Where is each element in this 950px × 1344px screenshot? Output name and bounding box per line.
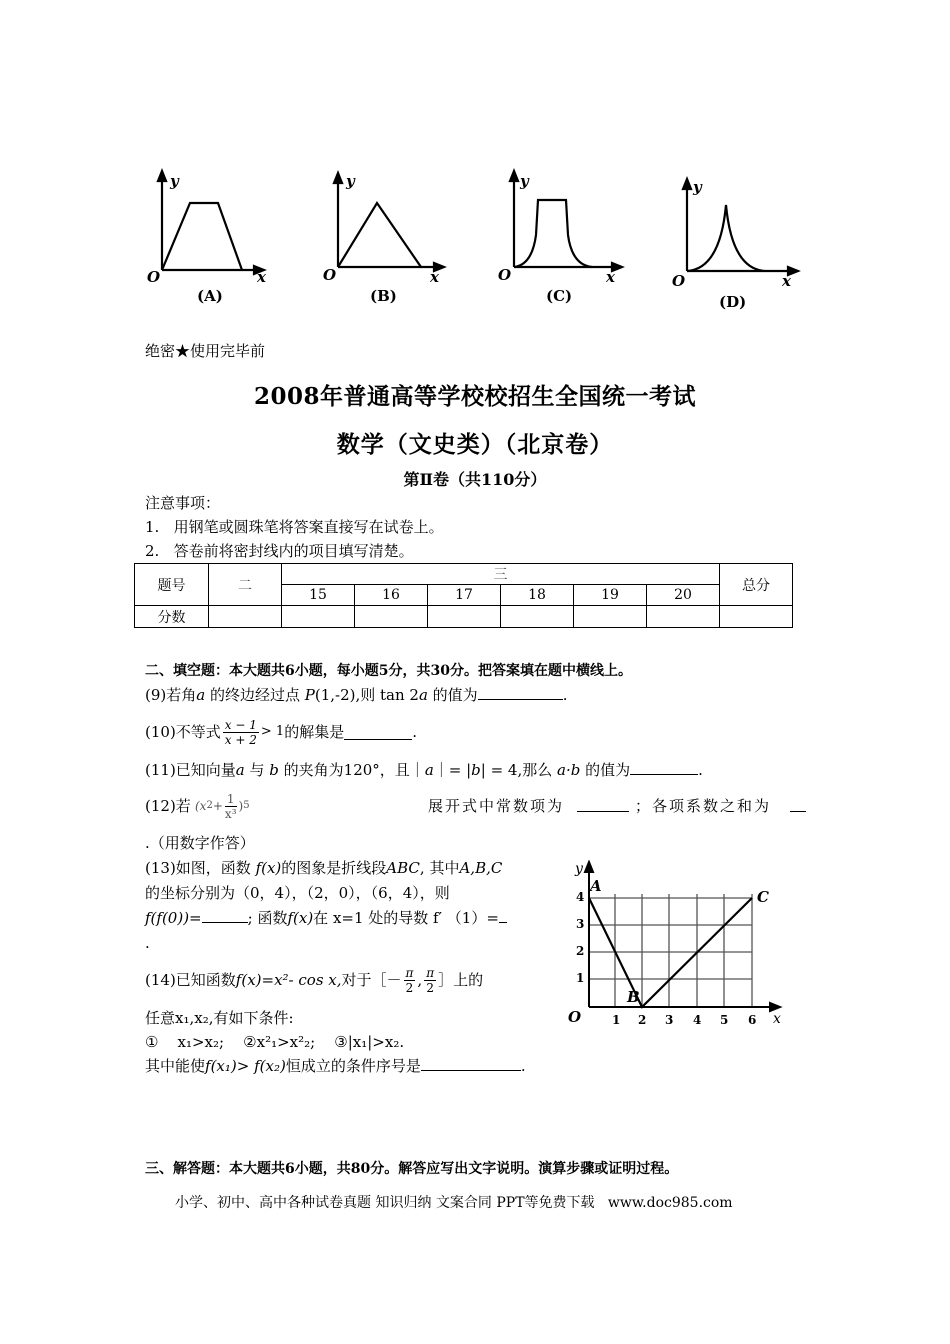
q11-vec-b: b	[269, 761, 279, 779]
graph-d-x-label: x	[782, 272, 791, 290]
notice-item-1	[145, 516, 444, 538]
q10-denominator: x + 2	[224, 732, 257, 747]
fig13-point-c: C	[757, 888, 769, 906]
q13-function: f(x)	[287, 909, 314, 927]
q13-text: (13)如图，函数	[145, 859, 256, 877]
q11-answer-blank[interactable]	[630, 759, 698, 775]
q13-line-2: 的坐标分别为（0，4），（2，0），（6，4），则	[145, 884, 450, 902]
graph-b-caption: (B)	[370, 287, 397, 305]
fig13-point-b: B	[627, 988, 640, 1006]
q14-answer-blank[interactable]	[421, 1055, 521, 1071]
confidential-note: 绝密★使用完毕前	[145, 342, 266, 360]
q12-denominator: x³	[224, 806, 237, 821]
question-9	[145, 684, 567, 706]
q11-vec-b: b	[471, 761, 481, 779]
q12-expr-close: )	[238, 799, 244, 813]
q14-text: (14)已知函数	[145, 971, 236, 989]
q14-line-3: ① x₁>x₂; ②x²₁>x²₂; ③|x₁|>x₂.	[145, 1033, 405, 1051]
graph-c-origin: O	[498, 266, 512, 284]
question-11	[145, 759, 703, 781]
notice-item-1-num: 1.	[145, 518, 160, 536]
graph-c-x-label: x	[606, 268, 615, 286]
q9-text: 的终边经过点	[205, 686, 305, 704]
fig13-x-tick-2: 2	[638, 1013, 647, 1027]
q13-text: 在 x=1 处的导数 f′ （1）=	[313, 909, 499, 927]
notice-item-1-text: 用钢笔或圆珠笔将答案直接写在试卷上。	[173, 518, 444, 536]
q9-text: 的值为	[427, 686, 478, 704]
q13-segment: ABC	[386, 859, 420, 877]
q10-text: (10)不等式	[145, 723, 221, 741]
q10-text: 的解集是	[284, 723, 345, 741]
score-table	[134, 563, 793, 628]
fig13-y-tick-4: 4	[576, 890, 585, 904]
row-score-label: 分数	[135, 606, 209, 628]
section3-heading: 三、解答题：本大题共6小题，共80分。解答应写出文字说明。演算步骤或证明过程。	[145, 1161, 679, 1177]
q14-two: 2	[426, 980, 434, 995]
fig13-y-label: y	[575, 861, 583, 877]
q9-text: (9)若角	[145, 686, 197, 704]
q11-vec-a: a	[424, 761, 434, 779]
score-cell[interactable]	[501, 606, 574, 628]
col-17: 17	[428, 585, 501, 606]
exam-title: 2008年普通高等学校校招生全国统一考试	[253, 383, 696, 410]
q14-text: 其中能使	[145, 1057, 206, 1075]
q14-fraction-2	[424, 966, 436, 995]
header-section-2: 二	[209, 564, 282, 606]
q14-end: .	[520, 1057, 526, 1075]
q12-answer-blank-1[interactable]	[577, 796, 629, 812]
q12-expression	[195, 786, 250, 826]
q12-fraction	[225, 792, 237, 821]
graph-c-y-label: y	[520, 172, 529, 190]
page-footer: 小学、初中、高中各种试卷真题 知识归纳 文案合同 PPT等免费下载 www.doc985.com	[175, 1195, 733, 1211]
q12-line2: .（用数字作答）	[145, 834, 255, 852]
notice-item-2-text: 答卷前将密封线内的项目填写清楚。	[173, 542, 414, 560]
q13-text: 的图象是折线段	[281, 859, 387, 877]
fig13-y-tick-2: 2	[576, 944, 585, 958]
q14-pi: π	[405, 965, 414, 980]
q14-fraction-1	[404, 966, 416, 995]
q14-function: f(x)=x²- cos x,	[235, 971, 342, 989]
fig13-x-tick-4: 4	[693, 1013, 702, 1027]
question-14-line-4	[145, 1055, 526, 1077]
question-14-line-1: (14)已知函数 f(x)=x²- cos x, 对于［－ $\frac{\pi}{2}$ , $\frac{\pi}{2}$ ］上的	[145, 965, 484, 995]
question-13	[145, 857, 550, 957]
q13-answer-blank-2[interactable]	[499, 907, 507, 923]
fig13-x-label: x	[773, 1011, 781, 1027]
notice-heading: 注意事项：	[145, 494, 221, 512]
q13-function: f(x)	[255, 859, 282, 877]
section2-heading: 二、填空题：本大题共6小题，每小题5分，共30分。把答案填在题中横线上。	[145, 663, 632, 679]
header-total: 总分	[720, 564, 793, 606]
fig13-x-tick-3: 3	[665, 1013, 674, 1027]
score-cell[interactable]	[282, 606, 355, 628]
fig13-x-tick-1: 1	[612, 1013, 621, 1027]
q14-text: 恒成立的条件序号是	[285, 1057, 421, 1075]
q12-answer-blank-2[interactable]	[790, 796, 806, 812]
q12-numerator: 1	[226, 791, 235, 806]
q12-text: ；各项系数之和为	[635, 797, 772, 815]
q13-answer-blank-1[interactable]	[202, 907, 248, 923]
q9-point: P	[304, 686, 315, 704]
col-19: 19	[574, 585, 647, 606]
q12-expr-plus: +	[212, 799, 223, 813]
score-cell[interactable]	[428, 606, 501, 628]
q9-answer-blank[interactable]	[478, 684, 563, 700]
q14-line-2: 任意x₁,x₂,有如下条件:	[145, 1009, 294, 1027]
q10-end: .	[412, 723, 417, 741]
q10-relation: > 1	[260, 724, 285, 739]
col-15: 15	[282, 585, 355, 606]
fig13-x-tick-6: 6	[748, 1013, 757, 1027]
q11-text: 的夹角为120°，且｜	[278, 761, 425, 779]
q14-pi: π	[426, 965, 435, 980]
q10-fraction	[223, 718, 259, 747]
score-cell[interactable]	[355, 606, 428, 628]
graph-a-caption: (A)	[197, 287, 223, 305]
fig13-origin: O	[568, 1008, 582, 1026]
question-12	[145, 786, 810, 826]
fig13-y-tick-1: 1	[576, 971, 585, 985]
graph-options-figure	[140, 165, 820, 315]
q13-line-4: .	[145, 934, 150, 952]
q9-end: .	[562, 686, 568, 704]
score-cell[interactable]	[647, 606, 720, 628]
q13-text: f(f(0))=	[145, 909, 202, 927]
q14-inequality: f(x₁)> f(x₂)	[205, 1057, 286, 1075]
q10-numerator: x − 1	[224, 717, 257, 732]
col-20: 20	[647, 585, 720, 606]
graph-c-caption: (C)	[546, 287, 573, 305]
q12-expr-open: (x	[195, 799, 207, 813]
q11-text: 与	[244, 761, 270, 779]
q13-text: , 其中	[419, 859, 460, 877]
q11-text: (11)已知向量	[145, 761, 236, 779]
part-title: 第Ⅱ卷（共110分）	[403, 470, 547, 489]
q11-vec-a: a	[235, 761, 245, 779]
q14-text: ］上的	[438, 971, 484, 989]
q10-answer-blank[interactable]	[344, 724, 412, 740]
graph-d-caption: (D)	[719, 293, 747, 311]
header-question-number: 题号	[135, 564, 209, 606]
q14-text: 对于［－	[341, 971, 402, 989]
q13-points: A,B,C	[459, 859, 503, 877]
q13-line-3	[145, 907, 550, 932]
q11-text: 的值为	[580, 761, 631, 779]
graph-d-origin: O	[672, 272, 686, 290]
q12-expr-power: 5	[243, 800, 250, 811]
question-10	[145, 710, 417, 754]
col-18: 18	[501, 585, 574, 606]
q14-two: 2	[405, 980, 414, 995]
notice-item-2	[145, 540, 414, 562]
exam-subtitle: 数学（文史类）（北京卷）	[336, 431, 614, 458]
score-cell[interactable]	[720, 606, 793, 628]
graph-b-y-label: y	[346, 172, 355, 190]
q12-text: (12)若	[145, 797, 191, 815]
q11-end: .	[698, 761, 703, 779]
q12-expr-sq: 2	[206, 800, 213, 811]
graph-d-y-label: y	[693, 178, 702, 196]
notice-item-2-num: 2.	[145, 542, 160, 560]
fig13-y-tick-3: 3	[576, 917, 585, 931]
graph-a-y-label: y	[170, 172, 179, 190]
q12-text: 展开式中常数项为	[428, 797, 565, 815]
graph-b-origin: O	[323, 266, 337, 284]
graph-a-x-label: x	[257, 268, 266, 286]
q9-text: (1,-2),则 tan 2	[314, 686, 419, 704]
graph-b-x-label: x	[430, 268, 439, 286]
q11-dot-product: a·b	[557, 761, 581, 779]
q11-text: | = 4,那么	[480, 761, 558, 779]
fig13-x-tick-5: 5	[720, 1013, 729, 1027]
fig13-point-a: A	[590, 877, 602, 895]
q9-var-a: a	[196, 686, 206, 704]
q13-text: ; 函数	[247, 909, 288, 927]
col-16: 16	[355, 585, 428, 606]
q11-text: ｜= |	[433, 761, 472, 779]
graph-a-origin: O	[147, 268, 161, 286]
q9-var-a: a	[418, 686, 428, 704]
score-cell[interactable]	[574, 606, 647, 628]
q13-line-1	[145, 857, 550, 882]
score-cell[interactable]	[209, 606, 282, 628]
header-section-3: 三	[282, 564, 720, 585]
